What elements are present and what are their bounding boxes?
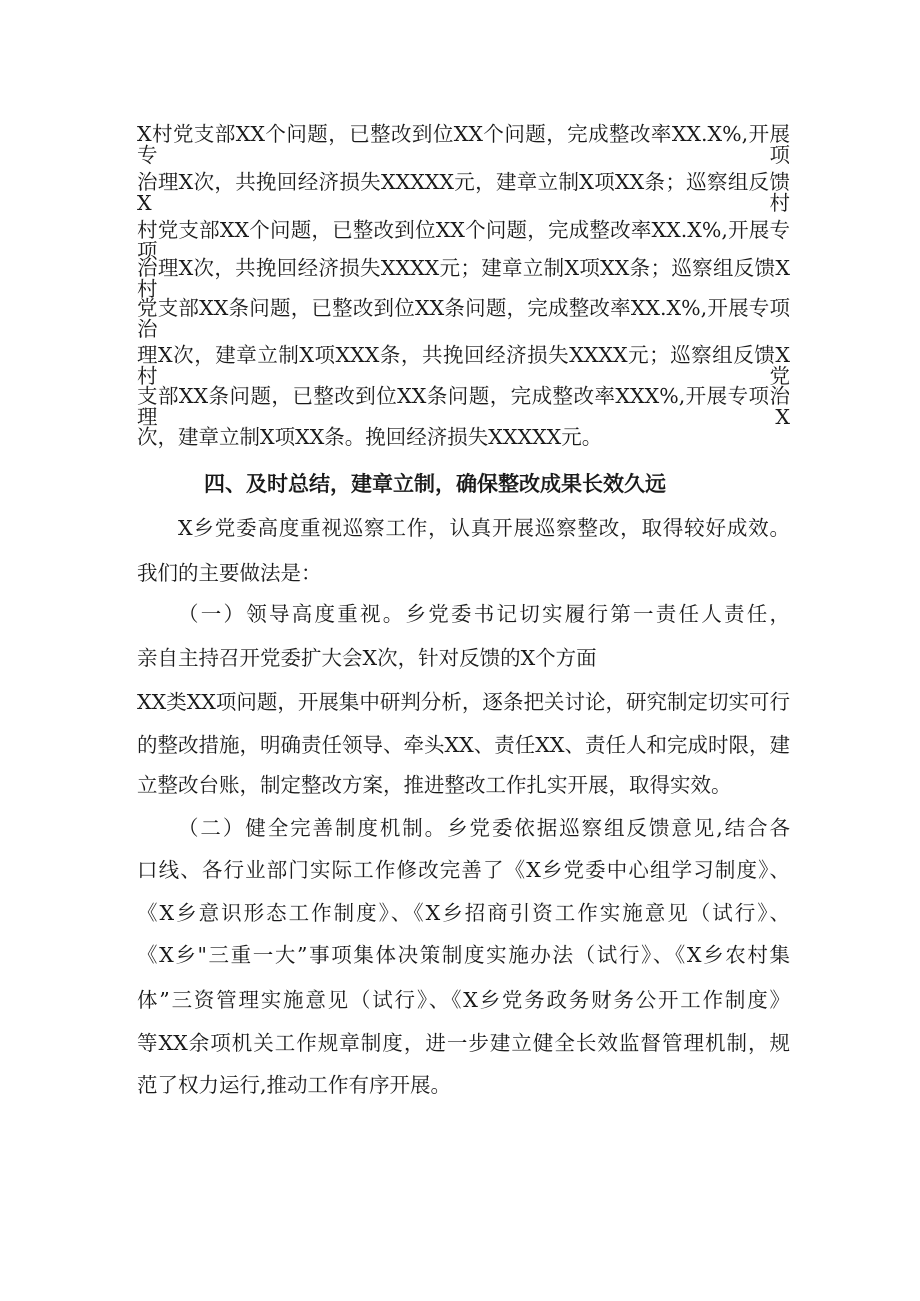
text-line: 范了权力运行,推动工作有序开展。 — [137, 1073, 452, 1097]
text-line: 《X乡意识形态工作制度》、《X乡招商引资工作实施意见（试行》、 — [137, 901, 790, 925]
text-line: 次，建章立制X项XX条。挽回经济损失XXXXX元。 — [137, 425, 603, 449]
text-line: 的整改措施，明确责任领导、牵头XX、责任XX、责任人和完成时限，建 — [137, 733, 790, 757]
text-line: 治理X次，共挽回经济损失XXXX元；建章立制X项XX条；巡察组反馈X村 — [137, 256, 790, 301]
text-line: 《X乡"三重一大”事项集体决策制度实施办法（试行》、《X乡农村集 — [137, 943, 790, 967]
text-line: 体”三资管理实施意见（试行》、《X乡党务政务财务公开工作制度》 — [137, 988, 790, 1012]
text-line: 我们的主要做法是： — [137, 561, 322, 585]
text-line: X乡党委高度重视巡察工作，认真开展巡察整改，取得较好成效。 — [178, 516, 790, 540]
text-line: 等XX余项机关工作规章制度，进一步建立健全长效监督管理机制，规 — [137, 1031, 790, 1055]
text-line: （二）健全完善制度机制。乡党委依据巡察组反馈意见,结合各 — [178, 816, 790, 840]
text-line: （一）领导高度重视。乡党委书记切实履行第一责任人责任， — [178, 602, 790, 626]
text-line: 立整改台账，制定整改方案，推进整改工作扎实开展，取得实效。 — [137, 773, 732, 797]
text-line: 村党支部XX个问题，已整改到位XX个问题，完成整改率XX.X%,开展专项 — [137, 218, 790, 263]
text-line: X村党支部XX个问题，已整改到位XX个问题，完成整改率XX.X%,开展专项 — [137, 122, 790, 167]
text-line: 治理X次，共挽回经济损失XXXXX元，建章立制X项XX条；巡察组反馈X村 — [137, 170, 790, 215]
text-line: 亲自主持召开党委扩大会X次，针对反馈的X个方面 — [137, 646, 597, 670]
section-heading: 四、及时总结，建章立制，确保整改成果长效久远 — [204, 472, 666, 496]
text-line: XX类XX项问题，开展集中研判分析，逐条把关讨论，研究制定切实可行 — [137, 690, 790, 714]
text-line: 理X次，建章立制X项XXX条，共挽回经济损失XXXX元；巡察组反馈X村党 — [137, 343, 790, 388]
text-line: 党支部XX条问题，已整改到位XX条问题，完成整改率XX.X%,开展专项治 — [137, 296, 790, 341]
text-line: 口线、各行业部门实际工作修改完善了《X乡党委中心组学习制度》、 — [137, 858, 790, 882]
text-line: 支部XX条问题，已整改到位XX条问题，完成整改率XXX%,开展专项治理X — [137, 384, 790, 429]
